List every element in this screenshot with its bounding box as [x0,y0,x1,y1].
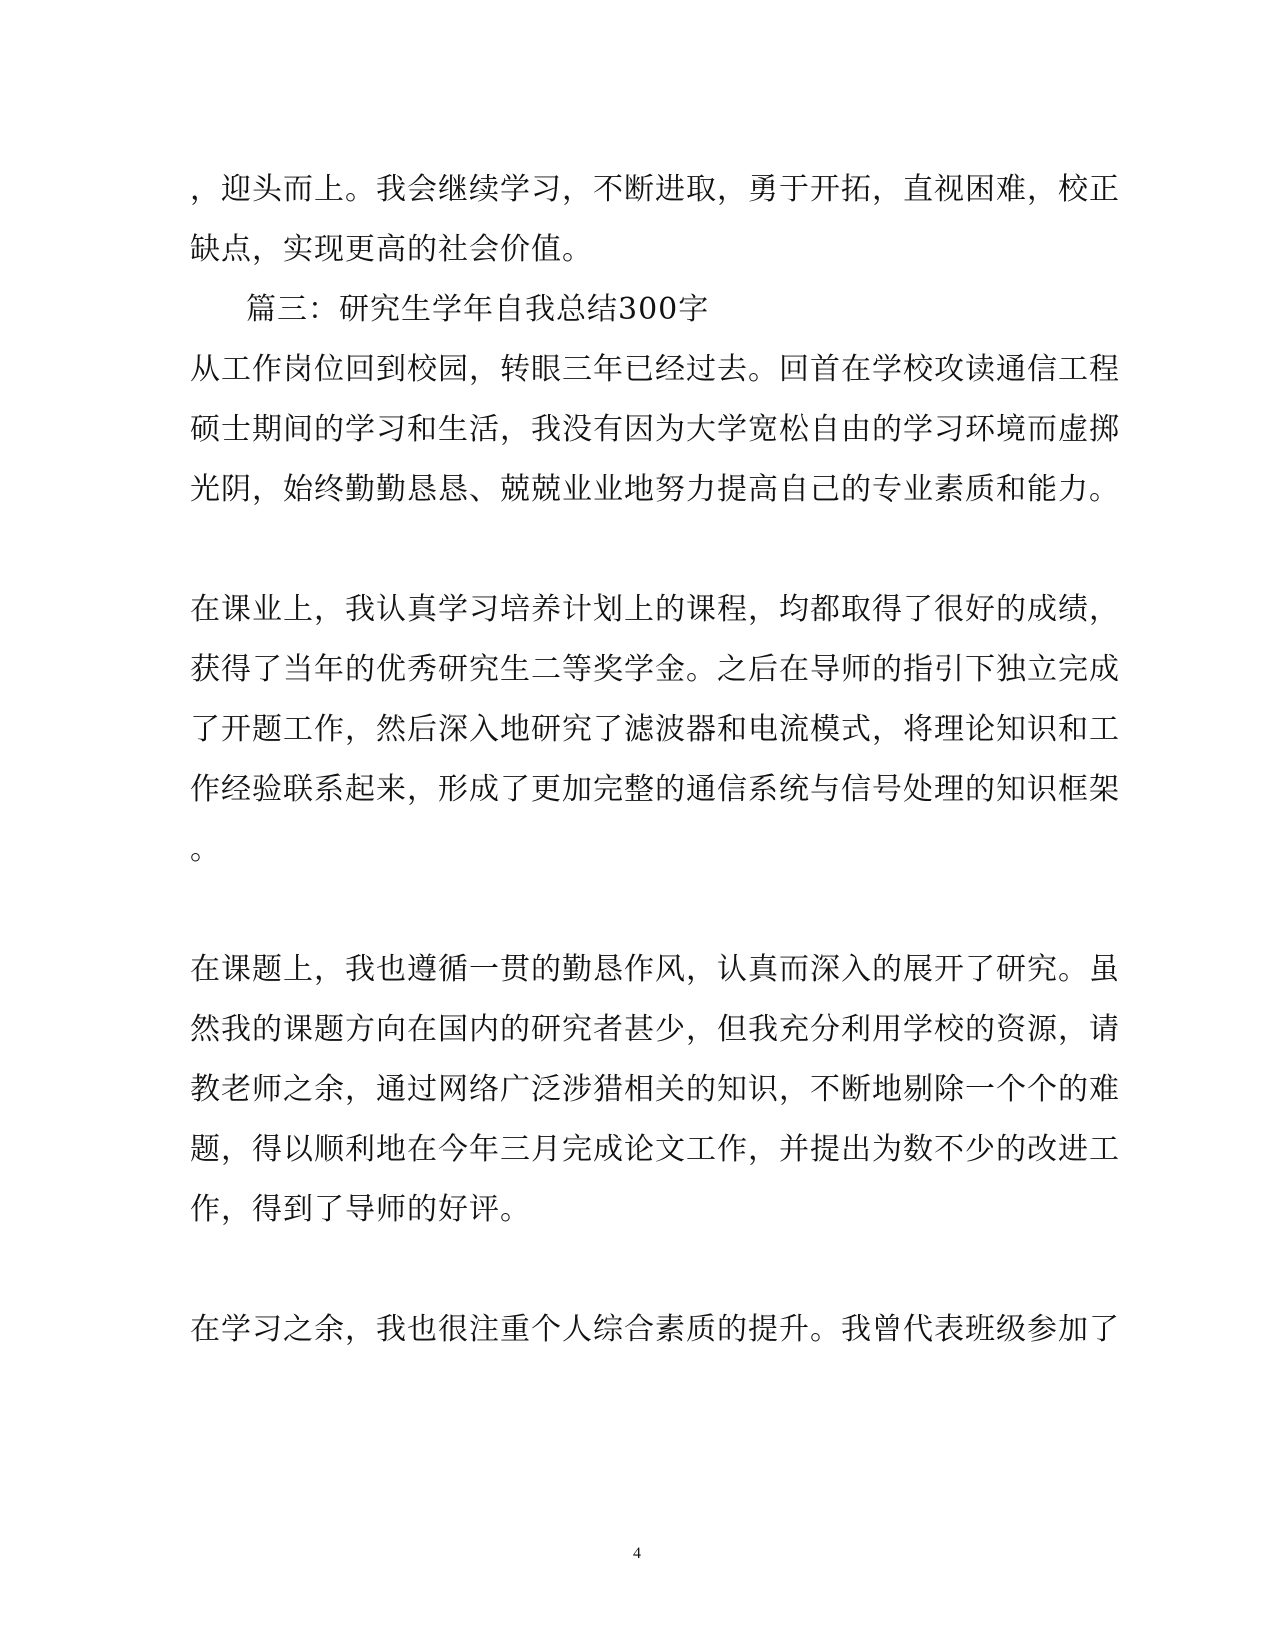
text-line: 在课题上，我也遵循一贯的勤恳作风，认真而深入的展开了研究。虽 [190,952,1120,987]
text-line: 然我的课题方向在国内的研究者甚少，但我充分利用学校的资源，请 [190,1012,1120,1047]
text-line: 题，得以顺利地在今年三月完成论文工作，并提出为数不少的改进工 [190,1132,1120,1167]
text-line: 从工作岗位回到校园，转眼三年已经过去。回首在学校攻读通信工程 [190,352,1120,387]
page-number: 4 [633,1545,641,1562]
text-line: 作经验联系起来，形成了更加完整的通信系统与信号处理的知识框架 [190,772,1120,807]
text-line: 硕士期间的学习和生活，我没有因为大学宽松自由的学习环境而虚掷 [190,412,1120,447]
text-line: 。 [190,832,221,867]
text-line: 光阴，始终勤勤恳恳、兢兢业业地努力提高自己的专业素质和能力。 [190,472,1120,507]
text-line: 在学习之余，我也很注重个人综合素质的提升。我曾代表班级参加了 [190,1312,1120,1347]
text-line: ，迎头而上。我会继续学习，不断进取，勇于开拓，直视困难，校正 [190,172,1120,207]
text-line: 在课业上，我认真学习培养计划上的课程，均都取得了很好的成绩， [190,592,1120,627]
text-line: 了开题工作，然后深入地研究了滤波器和电流模式，将理论知识和工 [190,712,1120,747]
section-heading: 篇三：研究生学年自我总结300字 [246,292,710,327]
text-line: 教老师之余，通过网络广泛涉猎相关的知识，不断地剔除一个个的难 [190,1072,1120,1107]
text-line: 缺点，实现更高的社会价值。 [190,232,593,267]
text-line: 获得了当年的优秀研究生二等奖学金。之后在导师的指引下独立完成 [190,652,1120,687]
text-line: 作，得到了导师的好评。 [190,1192,531,1227]
